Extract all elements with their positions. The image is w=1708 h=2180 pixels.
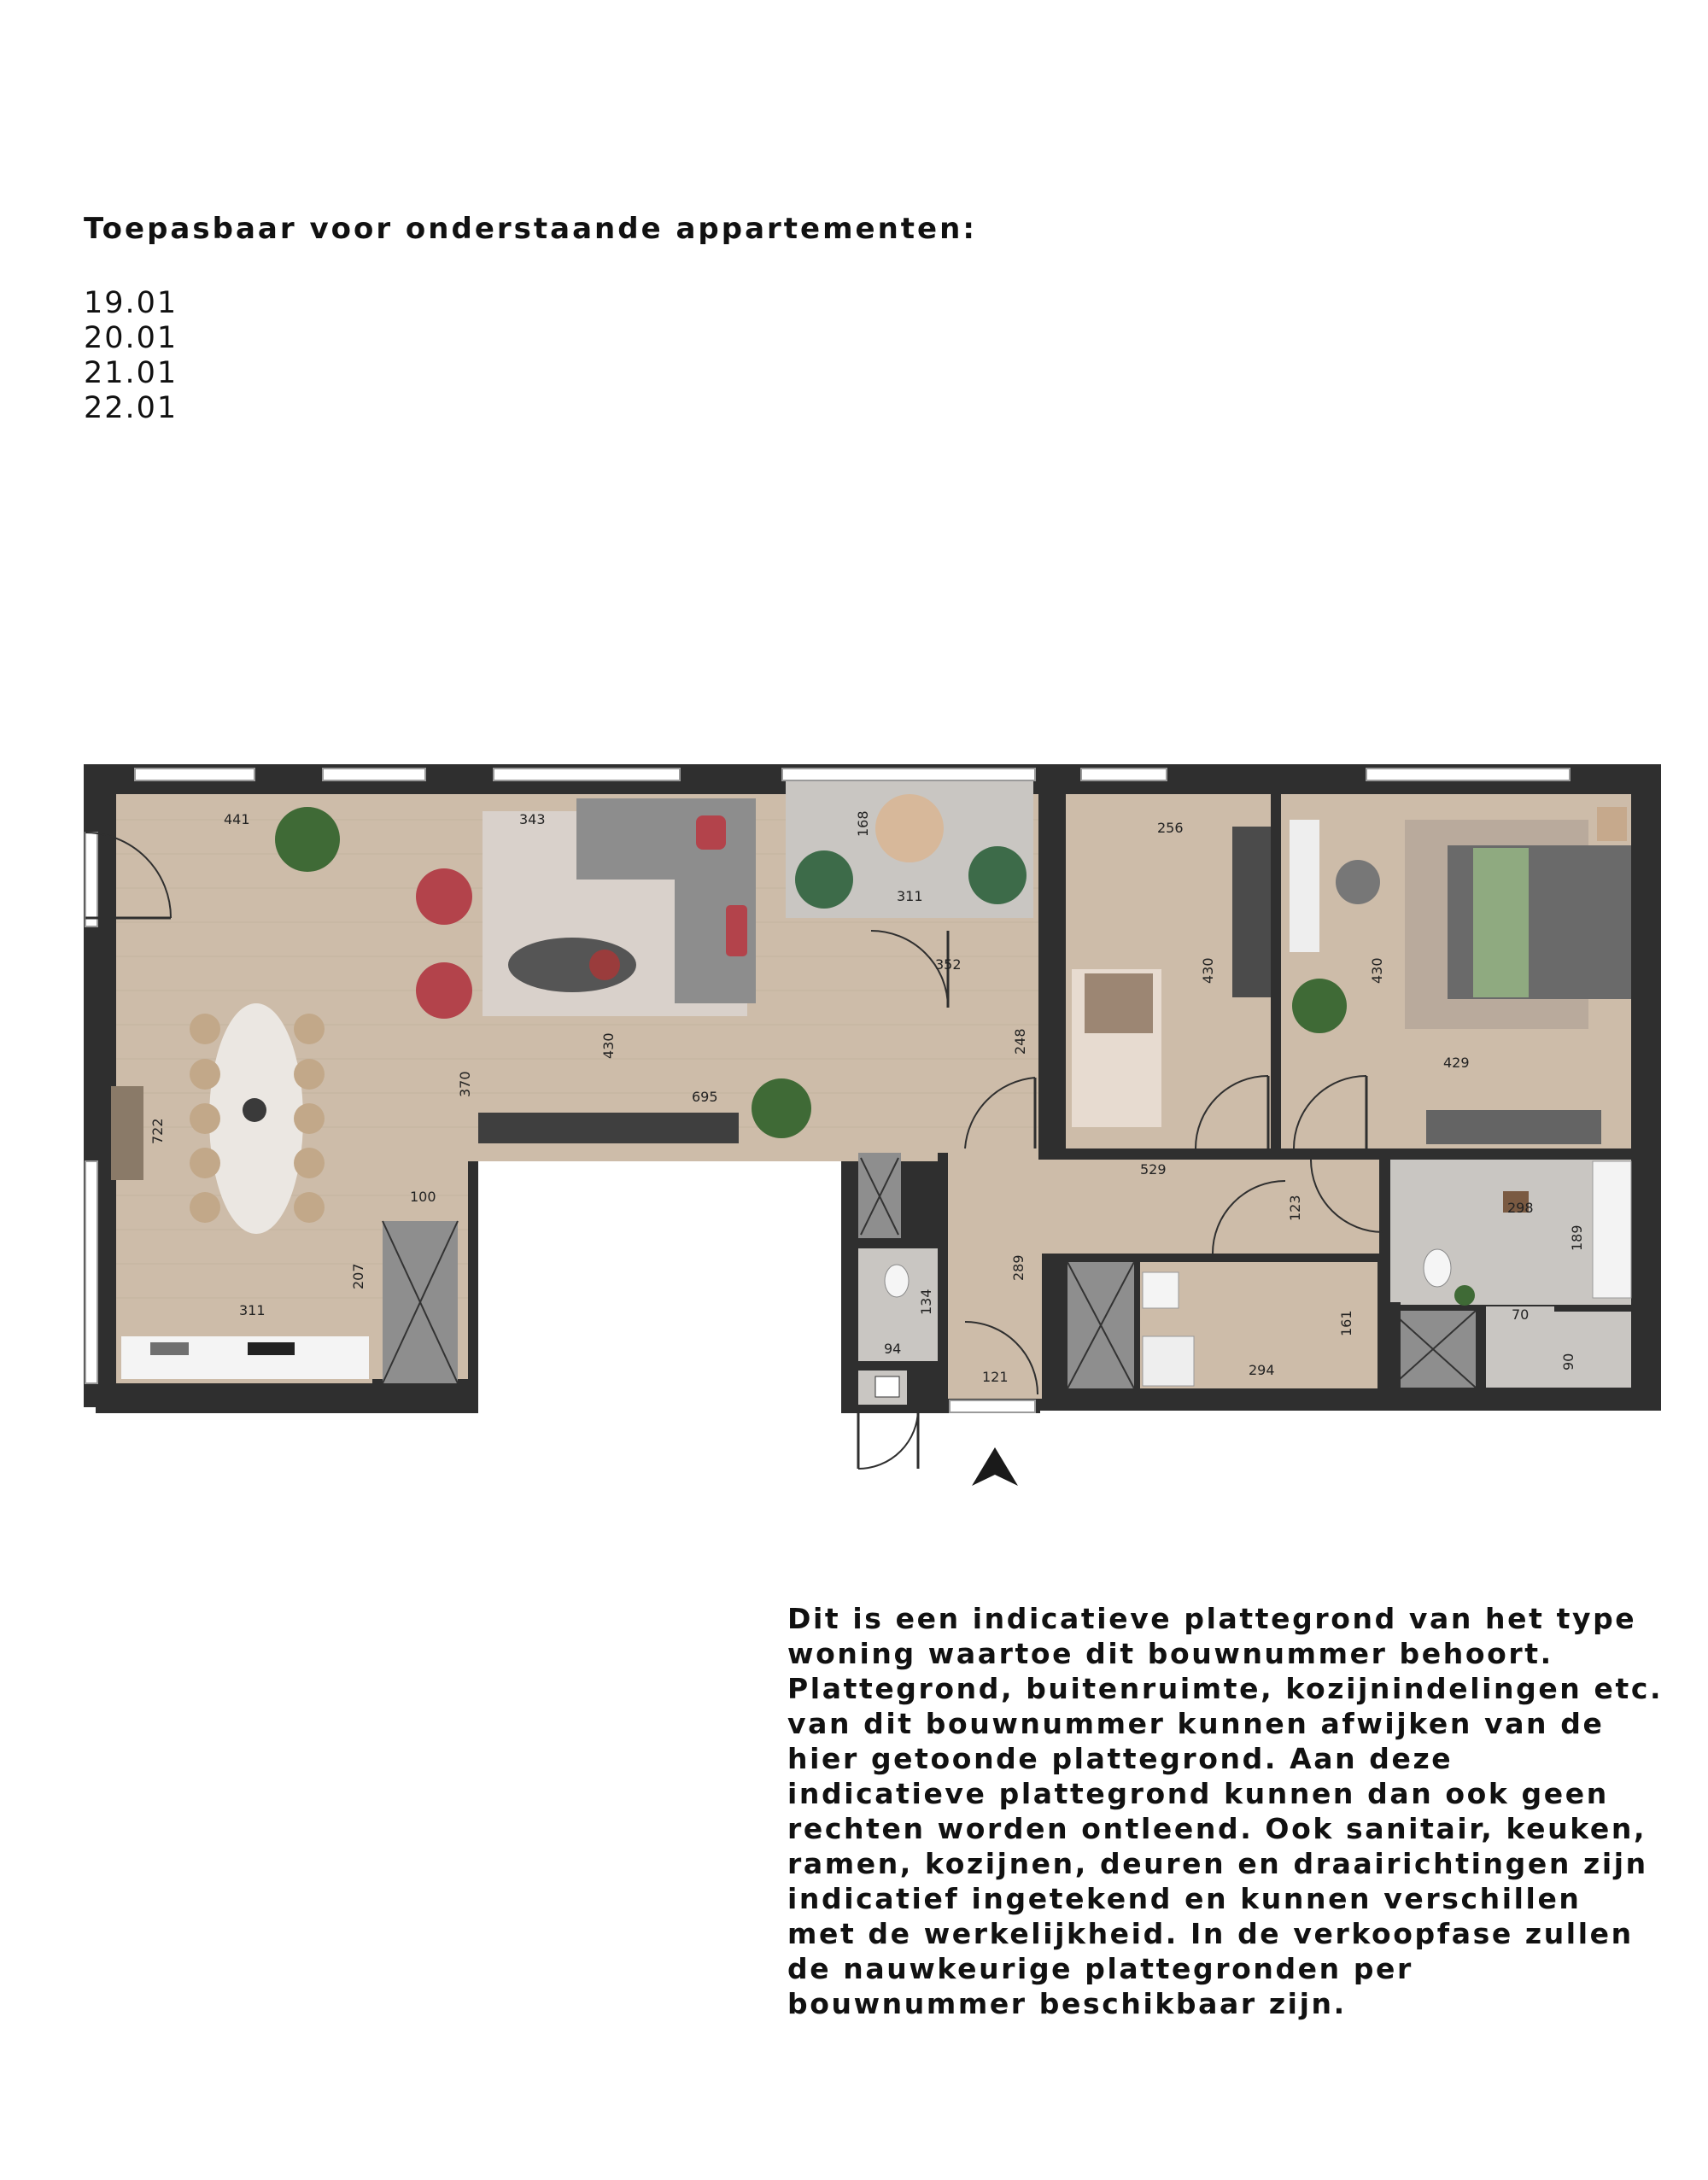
apartment-number: 20.01: [84, 321, 178, 355]
dimension-label: 441: [224, 811, 250, 827]
dimension-label: 70: [1512, 1306, 1530, 1323]
north-arrow-icon: [972, 1447, 1018, 1486]
dimension-label: 121: [982, 1369, 1009, 1385]
dimension-label: 311: [897, 888, 923, 904]
dimension-label: 289: [1010, 1254, 1027, 1281]
dimension-label: 430: [600, 1032, 617, 1059]
dimension-label: 311: [239, 1302, 266, 1318]
sink-icon: [150, 1342, 189, 1355]
dimension-label: 298: [1507, 1200, 1534, 1216]
dimension-label: 430: [1369, 957, 1385, 984]
wardrobe: [1232, 827, 1271, 997]
cooktop-icon: [248, 1342, 295, 1355]
dimension-label: 256: [1157, 820, 1184, 836]
sideboard: [111, 1086, 143, 1180]
dimension-label: 100: [410, 1189, 436, 1205]
nightstand: [1597, 807, 1627, 841]
dimension-label: 722: [149, 1118, 166, 1144]
toilet-icon: [1424, 1249, 1451, 1287]
dimension-label: 343: [519, 811, 546, 827]
apartment-number: 21.01: [84, 356, 178, 390]
dimension-label: 430: [1200, 957, 1216, 984]
closet-floor: [1486, 1306, 1631, 1388]
apartment-number: 22.01: [84, 391, 178, 425]
dimension-label: 189: [1569, 1224, 1585, 1251]
disclaimer-line: Plattegrond, buitenruimte, kozijnindelingen etc.: [787, 1672, 1664, 1705]
washing-machine: [1143, 1336, 1194, 1386]
desk: [1290, 820, 1319, 952]
disclaimer-line: van dit bouwnummer kunnen afwijken van de: [787, 1707, 1605, 1740]
dimension-label: 168: [855, 810, 871, 837]
tv-unit: [478, 1113, 739, 1143]
apartment-number: 19.01: [84, 286, 178, 320]
disclaimer-line: met de werkelijkheid. In de verkoopfase zullen: [787, 1917, 1634, 1950]
page-title: Toepasbaar voor onderstaande appartementen:: [84, 212, 977, 246]
disclaimer-line: hier getoonde plattegrond. Aan deze: [787, 1742, 1454, 1775]
bed-green-throw: [1473, 848, 1529, 997]
dimension-label: 294: [1249, 1362, 1275, 1378]
dimension-label: 123: [1287, 1195, 1303, 1221]
bed-blanket: [1085, 973, 1153, 1033]
disclaimer-line: rechten worden ontleend. Ook sanitair, keuken,: [787, 1812, 1647, 1845]
desk-chair: [1336, 860, 1380, 904]
dimension-label: 134: [918, 1289, 934, 1315]
bathtub: [1593, 1161, 1631, 1298]
electric-panel-icon: [875, 1376, 899, 1397]
dimension-label: 207: [350, 1263, 366, 1289]
dimension-label: 429: [1443, 1055, 1470, 1071]
dimension-label: 90: [1560, 1353, 1576, 1371]
dimension-label: 529: [1140, 1161, 1167, 1178]
disclaimer-line: woning waartoe dit bouwnummer behoort.: [787, 1637, 1553, 1670]
balcony-table: [875, 794, 944, 862]
dimension-label: 352: [935, 956, 962, 973]
entry-floor: [948, 1160, 1042, 1399]
dimension-label: 695: [692, 1089, 718, 1105]
dimension-label: 161: [1338, 1310, 1354, 1336]
disclaimer-line: bouwnummer beschikbaar zijn.: [787, 1987, 1347, 2020]
disclaimer-line: indicatieve plattegrond kunnen dan ook geen: [787, 1777, 1609, 1810]
vase-icon: [243, 1098, 266, 1122]
armchair-red: [696, 815, 726, 850]
laundry-sink: [1143, 1272, 1179, 1308]
toilet-icon: [885, 1265, 909, 1297]
dimension-label: 370: [457, 1071, 473, 1097]
disclaimer-line: Dit is een indicatieve plattegrond van het type: [787, 1602, 1637, 1635]
disclaimer-text: [787, 1601, 1676, 2021]
bench: [1426, 1110, 1601, 1144]
flower-icon: [589, 950, 620, 980]
disclaimer-line: indicatief ingetekend en kunnen verschillen: [787, 1882, 1582, 1915]
dimension-label: 94: [884, 1341, 902, 1357]
dimension-label: 248: [1012, 1028, 1028, 1055]
disclaimer-line: de nauwkeurige plattegronden per: [787, 1952, 1413, 1985]
disclaimer-line: ramen, kozijnen, deuren en draairichtingen zijn: [787, 1847, 1648, 1880]
cushion-red: [726, 905, 747, 956]
